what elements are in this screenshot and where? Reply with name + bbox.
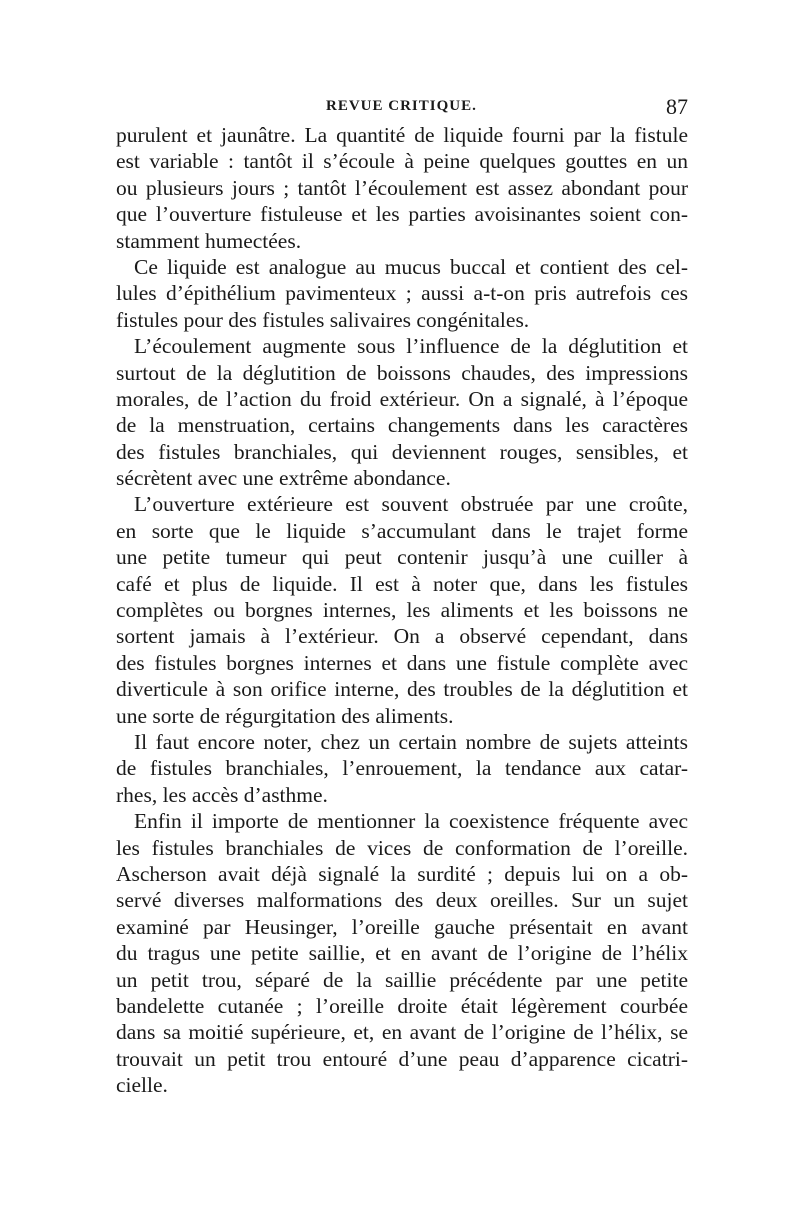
text-line: sécrètent avec une extrême abondance. [116, 466, 451, 491]
paragraph [116, 333, 688, 491]
text-line: de la menstruation, certains changements dans les caractères [116, 413, 688, 438]
text-line: trouvait un petit trou entouré d’une peau d’apparence cicatri- [116, 1046, 688, 1071]
text-line: cielle. [116, 1073, 168, 1098]
text-line: surtout de la déglutition de boissons chaudes, des impressions [116, 360, 688, 385]
text-line: bandelette cutanée ; l’oreille droite était légèrement courbée [116, 993, 688, 1018]
paragraph [116, 491, 688, 729]
text-line: stamment humectées. [116, 228, 302, 253]
text-line: café et plus de liquide. Il est à noter que, dans les fistules [116, 571, 688, 596]
text-line: fistules pour des fistules salivaires congénitales. [116, 307, 530, 332]
text-line: L’écoulement augmente sous l’influence de la déglutition et [134, 334, 688, 359]
text-line: Enfin il importe de mentionner la coexistence fréquente avec [134, 809, 688, 834]
text-line: du tragus une petite saillie, et en avant de l’origine de l’hélix [116, 941, 688, 966]
text-line: sortent jamais à l’extérieur. On a observé cependant, dans [116, 624, 688, 649]
paragraph [116, 254, 688, 333]
text-line: est variable : tantôt il s’écoule à peine quelques gouttes en un [116, 149, 688, 174]
paragraph [116, 122, 688, 254]
text-line: rhes, les accès d’asthme. [116, 782, 328, 807]
text-line: ou plusieurs jours ; tantôt l’écoulement est assez abondant pour [116, 175, 688, 200]
text-line: complètes ou borgnes internes, les aliments et les boissons ne [116, 598, 688, 623]
text-line: Il faut encore noter, chez un certain nombre de sujets atteints [134, 729, 688, 754]
text-line: une petite tumeur qui peut contenir jusqu’à une cuiller à [116, 545, 688, 570]
text-line: en sorte que le liquide s’accumulant dans le trajet forme [116, 518, 688, 543]
running-title: REVUE CRITIQUE. [326, 98, 477, 114]
text-line: des fistules borgnes internes et dans une fistule complète avec [116, 650, 688, 675]
text-line: Ce liquide est analogue au mucus buccal et contient des cel- [134, 254, 688, 279]
text-line: diverticule à son orifice interne, des troubles de la déglutition et [116, 677, 688, 702]
text-line: les fistules branchiales de vices de conformation de l’oreille. [116, 835, 688, 860]
text-line: dans sa moitié supérieure, et, en avant de l’origine de l’hélix, se [116, 1020, 688, 1045]
body-text [116, 122, 688, 1098]
text-line: que l’ouverture fistuleuse et les parties avoisinantes soient con- [116, 202, 688, 227]
running-header [116, 94, 688, 122]
paragraph [116, 808, 688, 1098]
text-line: un petit trou, séparé de la saillie précédente par une petite [116, 967, 688, 992]
paragraph [116, 729, 688, 808]
text-line: lules d’épithélium pavimenteux ; aussi a-t-on pris autrefois ces [116, 281, 688, 306]
text-line: de fistules branchiales, l’enrouement, la tendance aux catar- [116, 756, 688, 781]
text-line: Ascherson avait déjà signalé la surdité ; depuis lui on a ob- [116, 861, 688, 886]
text-line: L’ouverture extérieure est souvent obstruée par une croûte, [134, 492, 688, 517]
text-line: une sorte de régurgitation des aliments. [116, 703, 454, 728]
text-line: purulent et jaunâtre. La quantité de liquide fourni par la fistule [116, 123, 688, 147]
text-line: morales, de l’action du froid extérieur. On a signalé, à l’époque [116, 386, 688, 411]
text-line: examiné par Heusinger, l’oreille gauche présentait en avant [116, 914, 688, 939]
text-line: servé diverses malformations des deux oreilles. Sur un sujet [116, 888, 688, 913]
text-line: des fistules branchiales, qui deviennent rouges, sensibles, et [116, 439, 688, 464]
page-number: 87 [666, 94, 688, 119]
